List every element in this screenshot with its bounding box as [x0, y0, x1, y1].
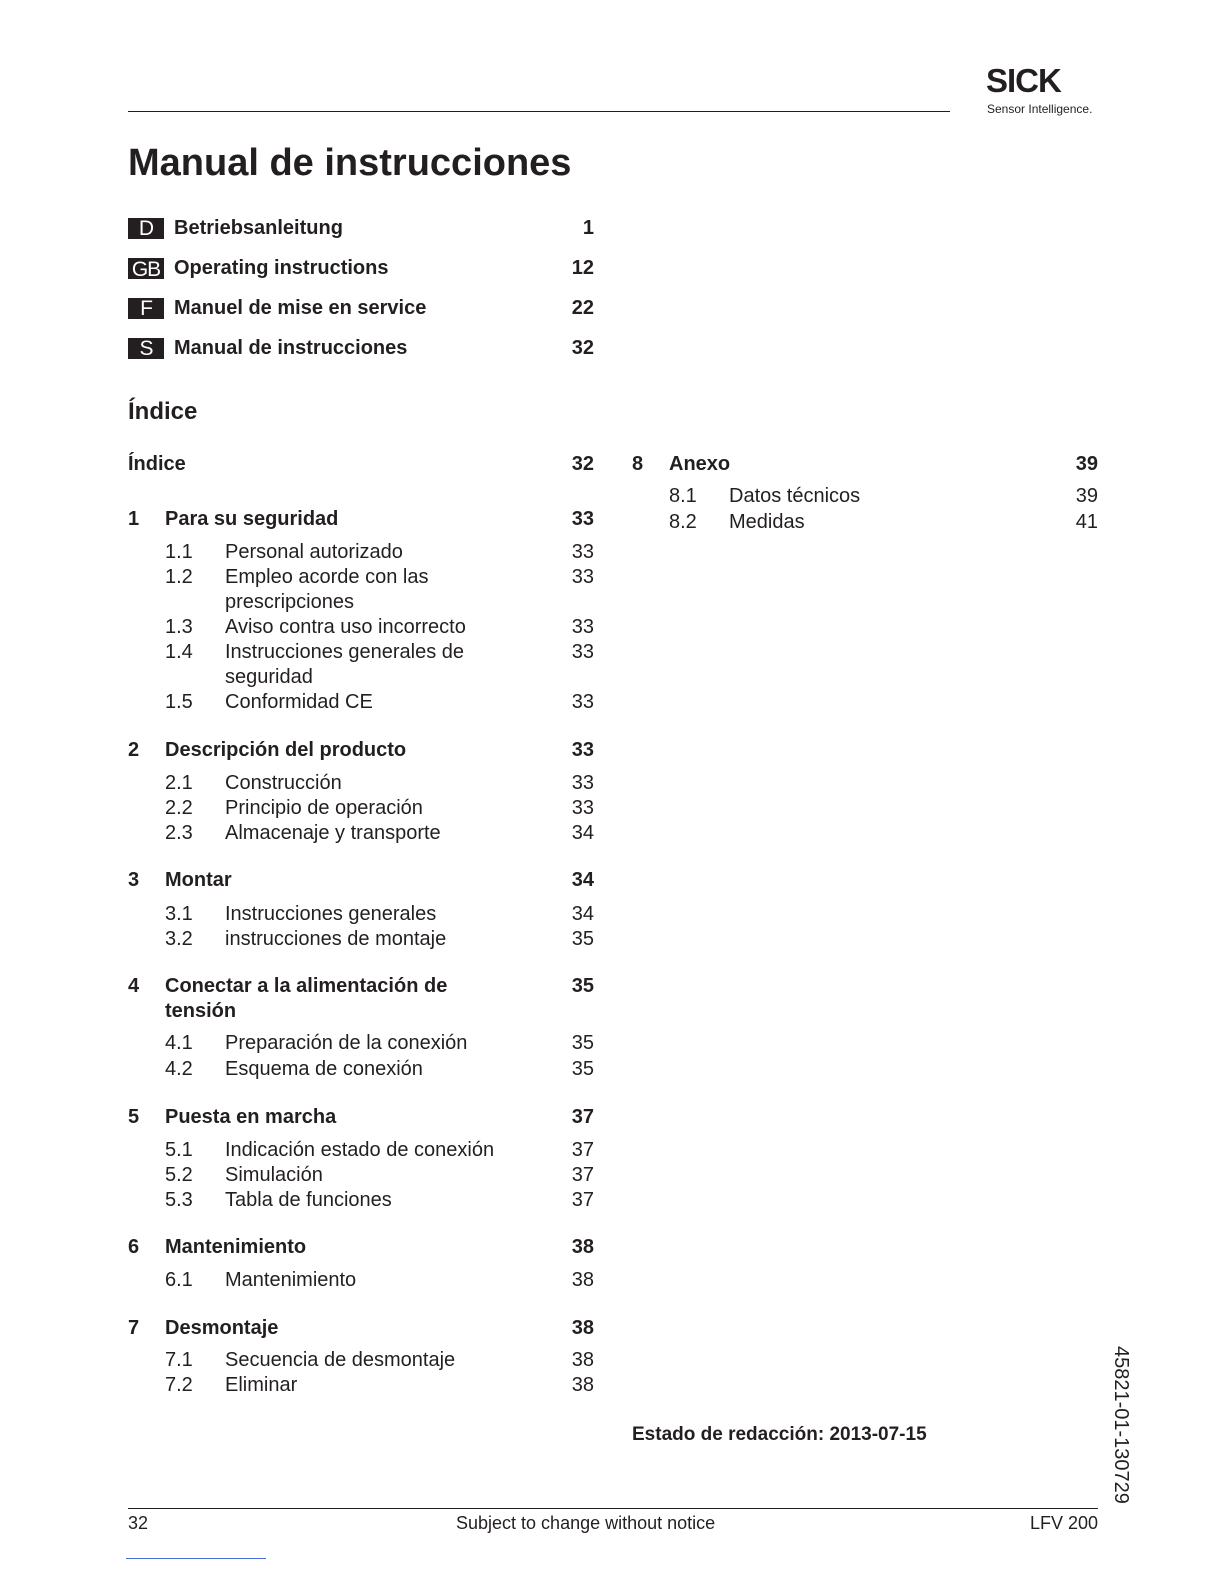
toc-page: 37	[571, 1189, 594, 1211]
toc-label: Construcción	[225, 772, 342, 794]
toc-label: Descripción del producto	[165, 739, 407, 761]
toc-number: 5.3	[165, 1189, 193, 1211]
language-badge: GB	[128, 258, 164, 279]
toc-number: 2.1	[165, 772, 193, 794]
toc-number: 5	[128, 1106, 140, 1128]
toc-number: 7	[128, 1317, 140, 1339]
toc-number: 1.2	[165, 566, 193, 588]
language-page: 1	[582, 216, 594, 239]
toc-label: Conformidad CE	[225, 691, 373, 713]
toc-number: 2.3	[165, 822, 193, 844]
toc-number: 8.1	[669, 485, 697, 507]
toc-page: 32	[571, 453, 594, 475]
toc-label: Mantenimiento	[225, 1269, 357, 1291]
toc-label: Para su seguridad	[165, 508, 339, 530]
toc-number: 6.1	[165, 1269, 193, 1291]
footer-product: LFV 200	[1029, 1513, 1098, 1533]
toc-number: 5.1	[165, 1139, 193, 1161]
toc-label: Indicación estado de conexión	[225, 1139, 495, 1161]
toc-page: 35	[571, 1058, 594, 1080]
toc-label: Secuencia de desmontaje	[225, 1349, 456, 1371]
toc-page: 38	[571, 1317, 594, 1339]
toc-page: 35	[571, 975, 594, 997]
language-page: 22	[571, 296, 594, 319]
toc-label: Índice	[128, 453, 186, 475]
toc-number: 8.2	[669, 511, 697, 533]
toc-label: Eliminar	[225, 1374, 298, 1396]
toc-left-column	[128, 0, 594, 1584]
toc-label: Conectar a la alimentación de tensión	[165, 975, 448, 1022]
toc-number: 3	[128, 869, 140, 891]
toc-page: 33	[571, 797, 594, 819]
toc-page: 35	[571, 1032, 594, 1054]
toc-label: Mantenimiento	[165, 1236, 307, 1258]
toc-page: 39	[1075, 485, 1098, 507]
toc-number: 1.1	[165, 541, 193, 563]
toc-page: 33	[571, 616, 594, 638]
toc-right-column	[632, 0, 1098, 600]
toc-number: 2.2	[165, 797, 193, 819]
toc-label: Esquema de conexión	[225, 1058, 423, 1080]
language-page: 12	[571, 256, 594, 279]
toc-page: 33	[571, 566, 594, 588]
language-label: Manual de instrucciones	[174, 336, 408, 359]
language-label: Manuel de mise en service	[174, 296, 427, 319]
language-badge: F	[128, 298, 164, 319]
revision-status: Estado de redacción: 2013-07-15	[632, 1424, 927, 1445]
page-title: Manual de instrucciones	[128, 142, 572, 184]
toc-number: 2	[128, 739, 140, 761]
toc-label: Aviso contra uso incorrecto	[225, 616, 466, 638]
toc-number: 6	[128, 1236, 140, 1258]
toc-page: 33	[571, 641, 594, 663]
toc-number: 3.2	[165, 928, 193, 950]
toc-page: 41	[1075, 511, 1098, 533]
toc-label: Desmontaje	[165, 1317, 279, 1339]
footer-rule	[128, 1508, 1098, 1509]
toc-number: 1.4	[165, 641, 193, 663]
toc-page: 39	[1075, 453, 1098, 475]
toc-page: 34	[571, 903, 594, 925]
toc-label: Instrucciones generales	[225, 903, 437, 925]
toc-page: 33	[571, 691, 594, 713]
toc-page: 33	[571, 772, 594, 794]
toc-label: instrucciones de montaje	[225, 928, 447, 950]
language-label: Operating instructions	[174, 256, 389, 279]
toc-number: 7.2	[165, 1374, 193, 1396]
index-heading: Índice	[128, 398, 198, 425]
language-badge: D	[128, 218, 164, 239]
toc-number: 1	[128, 508, 140, 530]
footer-page-number: 32	[128, 1513, 149, 1533]
toc-page: 37	[571, 1164, 594, 1186]
toc-page: 35	[571, 928, 594, 950]
toc-number: 5.2	[165, 1164, 193, 1186]
toc-number: 4	[128, 975, 140, 997]
toc-page: 38	[571, 1349, 594, 1371]
toc-label: Principio de operación	[225, 797, 423, 819]
language-page: 32	[571, 336, 594, 359]
toc-number: 4.1	[165, 1032, 193, 1054]
toc-page: 33	[571, 739, 594, 761]
toc-page: 33	[571, 508, 594, 530]
link-underline	[126, 1558, 266, 1559]
toc-label: Instrucciones generales de seguridad	[225, 641, 465, 688]
toc-label: Empleo acorde con las prescripciones	[225, 566, 429, 613]
toc-number: 7.1	[165, 1349, 193, 1371]
toc-label: Almacenaje y transporte	[225, 822, 441, 844]
toc-label: Tabla de funciones	[225, 1189, 392, 1211]
toc-label: Anexo	[669, 453, 731, 475]
toc-number: 8	[632, 453, 644, 475]
toc-number: 4.2	[165, 1058, 193, 1080]
toc-number: 1.5	[165, 691, 193, 713]
toc-page: 37	[571, 1139, 594, 1161]
toc-label: Personal autorizado	[225, 541, 403, 563]
toc-page: 34	[571, 822, 594, 844]
toc-page: 34	[571, 869, 594, 891]
toc-page: 38	[571, 1374, 594, 1396]
toc-label: Medidas	[729, 511, 805, 533]
toc-label: Puesta en marcha	[165, 1106, 337, 1128]
logo-tagline: Sensor Intelligence.	[987, 102, 1093, 116]
toc-page: 33	[571, 541, 594, 563]
language-badge: S	[128, 338, 164, 359]
footer-notice: Subject to change without notice	[456, 1513, 716, 1533]
sick-logo: SICK	[986, 62, 1061, 99]
language-label: Betriebsanleitung	[174, 216, 343, 239]
document-code: 45821-01-130729	[1110, 1346, 1132, 1504]
toc-number: 3.1	[165, 903, 193, 925]
toc-page: 38	[571, 1269, 594, 1291]
toc-page: 37	[571, 1106, 594, 1128]
toc-label: Datos técnicos	[729, 485, 861, 507]
toc-label: Simulación	[225, 1164, 323, 1186]
toc-page: 38	[571, 1236, 594, 1258]
toc-number: 1.3	[165, 616, 193, 638]
toc-label: Montar	[165, 869, 232, 891]
toc-label: Preparación de la conexión	[225, 1032, 468, 1054]
